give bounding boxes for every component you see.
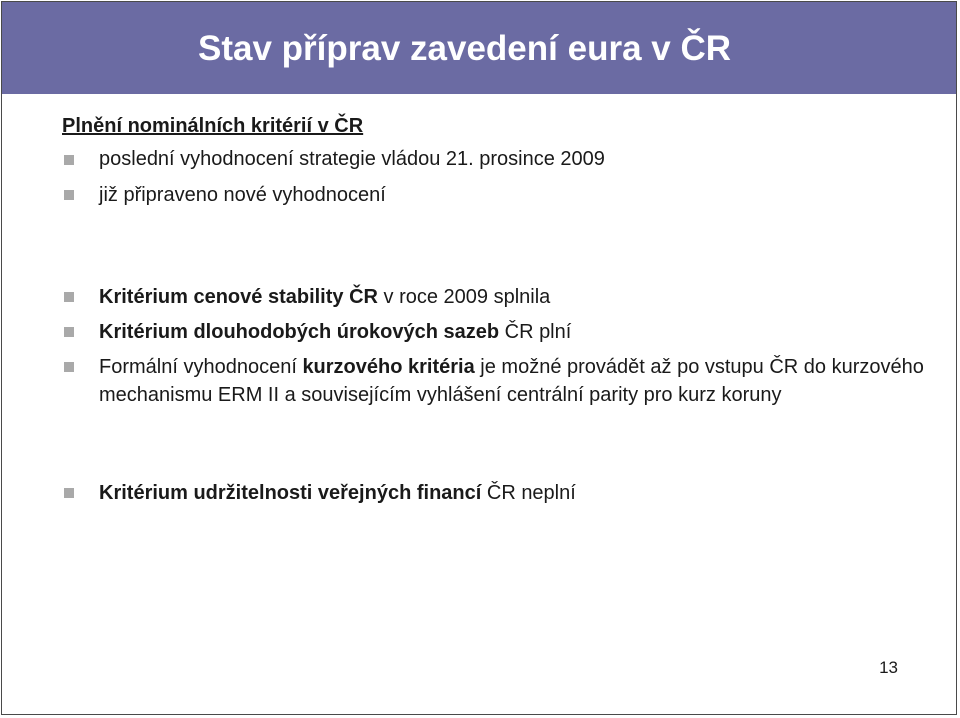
bold-text: Kritérium dlouhodobých úrokových sazeb	[99, 321, 500, 343]
bullet-item: poslední vyhodnocení strategie vládou 21. prosince 2009	[99, 148, 605, 170]
plain-text: ČR neplní	[481, 482, 576, 504]
slide-title: Stav příprav zavedení eura v ČR	[198, 29, 731, 68]
title-bar	[2, 2, 956, 94]
plain-text: je možné provádět až po vstupu ČR do kurzového mechanismu ERM II a souvisejícím vyhlášení centrální parity pro kurz koruny	[99, 356, 924, 406]
slide	[1, 1, 957, 715]
bullet-item: již připraveno nové vyhodnocení	[99, 184, 386, 206]
bullet-item-price-stability	[99, 285, 550, 309]
section-heading: Plnění nominálních kritérií v ČR	[62, 115, 364, 137]
plain-text: v roce 2009 splnila	[377, 286, 551, 308]
bold-text: Kritérium udržitelnosti veřejných financí	[99, 482, 482, 504]
plain-text: ČR plní	[499, 321, 572, 343]
bold-text: Kritérium cenové stability ČR	[99, 286, 378, 308]
page-number: 13	[879, 658, 898, 677]
plain-text: Formální vyhodnocení	[99, 356, 303, 378]
bullet-item-exchange-rate	[99, 354, 929, 409]
bullet-item-interest-rates	[99, 320, 571, 344]
square-bullet-icon	[64, 362, 74, 372]
square-bullet-icon	[64, 488, 74, 498]
bullet-item-public-finances	[99, 481, 576, 505]
square-bullet-icon	[64, 190, 74, 200]
bold-text: kurzového kritéria	[302, 356, 475, 378]
square-bullet-icon	[64, 327, 74, 337]
square-bullet-icon	[64, 292, 74, 302]
square-bullet-icon	[64, 155, 74, 165]
